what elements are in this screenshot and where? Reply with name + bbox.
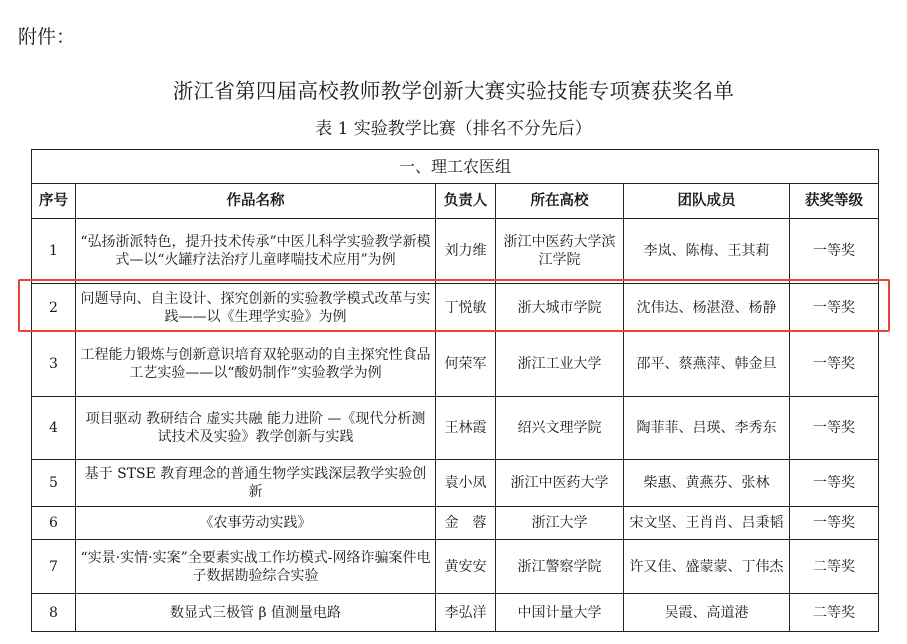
- cell-leader: 袁小凤: [436, 460, 496, 507]
- col-header-members: 团队成员: [624, 184, 790, 219]
- col-header-leader: 负责人: [436, 184, 496, 219]
- cell-school: 浙江警察学院: [496, 540, 624, 594]
- cell-work: 问题导向、自主设计、探究创新的实验教学模式改革与实践——以《生理学实验》为例: [76, 284, 436, 332]
- cell-award: 二等奖: [790, 540, 879, 594]
- cell-work: 基于 STSE 教育理念的普通生物学实践深层教学实验创新: [76, 460, 436, 507]
- cell-leader: 丁悦敏: [436, 284, 496, 332]
- col-header-award: 获奖等级: [790, 184, 879, 219]
- table-row: [32, 507, 879, 540]
- cell-no: 3: [32, 332, 76, 397]
- cell-no: 8: [32, 594, 76, 632]
- cell-school: 浙江大学: [496, 507, 624, 540]
- group-header-row: [32, 150, 879, 184]
- cell-members: 柴惠、黄燕芬、张林: [624, 460, 790, 507]
- cell-leader: 王林霞: [436, 397, 496, 460]
- cell-school: 浙江中医药大学: [496, 460, 624, 507]
- cell-work: 工程能力锻炼与创新意识培育双轮驱动的自主探究性食品工艺实验——以“酸奶制作”实验教学为例: [76, 332, 436, 397]
- cell-members: 邵平、蔡燕萍、韩金旦: [624, 332, 790, 397]
- col-header-no: 序号: [32, 184, 76, 219]
- cell-award: 一等奖: [790, 460, 879, 507]
- cell-no: 7: [32, 540, 76, 594]
- cell-work: “弘扬浙派特色，提升技术传承”中医儿科学实验教学新模式—以“火罐疗法治疗儿童哮喘技术应用”为例: [76, 219, 436, 284]
- cell-award: 一等奖: [790, 397, 879, 460]
- cell-award: 一等奖: [790, 507, 879, 540]
- group-title: 一、理工农医组: [32, 150, 879, 184]
- cell-award: 一等奖: [790, 332, 879, 397]
- cell-leader: 李弘洋: [436, 594, 496, 632]
- cell-award: 二等奖: [790, 594, 879, 632]
- cell-no: 5: [32, 460, 76, 507]
- cell-members: 宋文坚、王肖肖、吕秉韬: [624, 507, 790, 540]
- cell-school: 绍兴文理学院: [496, 397, 624, 460]
- cell-members: 李岚、陈梅、王其莉: [624, 219, 790, 284]
- column-header-row: [32, 184, 879, 219]
- cell-leader: 黄安安: [436, 540, 496, 594]
- cell-work: “实景·实情·实案”全要素实战工作坊模式-网络诈骗案件电子数据勘验综合实验: [76, 540, 436, 594]
- cell-award: 一等奖: [790, 284, 879, 332]
- cell-school: 浙江中医药大学滨江学院: [496, 219, 624, 284]
- cell-members: 沈伟达、杨湛澄、杨静: [624, 284, 790, 332]
- table-row: [32, 219, 879, 284]
- table-row: [32, 540, 879, 594]
- table-row: [32, 397, 879, 460]
- cell-no: 1: [32, 219, 76, 284]
- col-header-work: 作品名称: [76, 184, 436, 219]
- cell-no: 6: [32, 507, 76, 540]
- table-row: [32, 460, 879, 507]
- table-row: [32, 594, 879, 632]
- cell-school: 浙江工业大学: [496, 332, 624, 397]
- cell-members: 许又佳、盛蒙蒙、丁伟杰: [624, 540, 790, 594]
- cell-members: 吴霞、高道港: [624, 594, 790, 632]
- cell-leader: 刘力维: [436, 219, 496, 284]
- table-caption: 表 1 实验教学比赛（排名不分先后）: [315, 119, 592, 139]
- table-row: [32, 284, 879, 332]
- cell-no: 4: [32, 397, 76, 460]
- awards-table: [31, 149, 879, 632]
- table-row: [32, 332, 879, 397]
- attachment-label: 附件：: [18, 26, 76, 48]
- col-header-school: 所在高校: [496, 184, 624, 219]
- cell-school: 浙大城市学院: [496, 284, 624, 332]
- cell-award: 一等奖: [790, 219, 879, 284]
- cell-members: 陶菲菲、吕瑛、李秀东: [624, 397, 790, 460]
- cell-leader: 金 蓉: [436, 507, 496, 540]
- cell-no: 2: [32, 284, 76, 332]
- cell-work: 数显式三极管 β 值测量电路: [76, 594, 436, 632]
- cell-work: 《农事劳动实践》: [76, 507, 436, 540]
- document-title: 浙江省第四届高校教师教学创新大赛实验技能专项赛获奖名单: [172, 79, 735, 103]
- cell-leader: 何荣军: [436, 332, 496, 397]
- cell-school: 中国计量大学: [496, 594, 624, 632]
- cell-work: 项目驱动 教研结合 虚实共融 能力进阶 —《现代分析测试技术及实验》教学创新与实践: [76, 397, 436, 460]
